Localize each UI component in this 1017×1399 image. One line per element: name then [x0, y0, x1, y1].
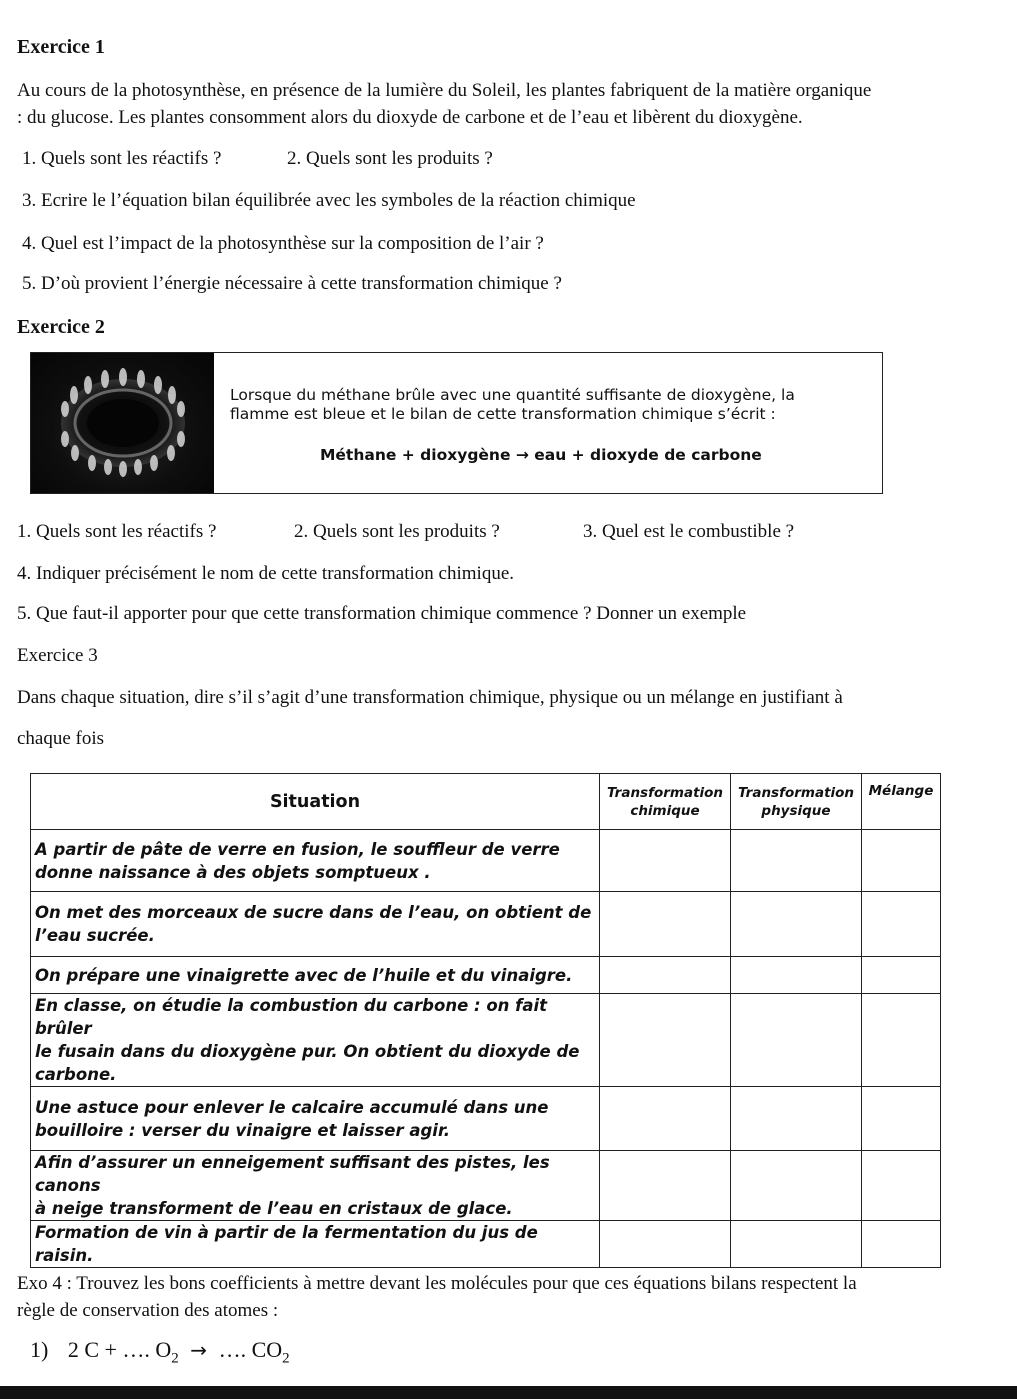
ex2-question-4: 4. Indiquer précisément le nom de cette transformation chimique.: [17, 563, 514, 584]
answer-cell-mixture[interactable]: [862, 892, 941, 957]
box-text-line2: flamme est bleue et le bilan de cette transformation chimique s’écrit :: [230, 405, 776, 423]
ex4-instruction-line2: règle de conservation des atomes :: [17, 1300, 279, 1321]
ex2-question-3: 3. Quel est le combustible ?: [583, 521, 795, 542]
situation-cell: [31, 957, 600, 994]
table-row: [31, 830, 941, 892]
answer-cell-physical[interactable]: [731, 1087, 862, 1151]
ex3-instruction-line1: Dans chaque situation, dire s’il s’agit d’une transformation chimique, physique ou un mélange en justifiant à: [17, 687, 843, 708]
gas-burner-flame-image: [31, 353, 214, 493]
answer-cell-mixture[interactable]: [862, 957, 941, 994]
situation-line: à neige transforment de l’eau en cristaux de glace.: [35, 1199, 513, 1218]
table-header-row: [31, 774, 941, 830]
table-row: [31, 994, 941, 1087]
table-row: [31, 1151, 941, 1221]
ex1-question-1: 1. Quels sont les réactifs ?: [22, 148, 222, 169]
ex2-question-2: 2. Quels sont les produits ?: [294, 521, 500, 542]
situation-line: Afin d’assurer un enneigement suffisant des pistes, les canons: [35, 1153, 550, 1195]
bottom-dark-strip: [0, 1386, 1017, 1399]
table-row: [31, 892, 941, 957]
answer-cell-chemical[interactable]: [600, 830, 731, 892]
header-phys-line1: Transformation: [737, 784, 855, 801]
answer-cell-mixture[interactable]: [862, 1087, 941, 1151]
situation-line: Formation de vin à partir de la fermentation du jus de raisin.: [35, 1223, 538, 1265]
ex4-instruction-line1: Exo 4 : Trouvez les bons coefficients à mettre devant les molécules pour que ces équations bilans respectent la: [17, 1273, 857, 1294]
ex1-question-2: 2. Quels sont les produits ?: [287, 148, 493, 169]
table-row: [31, 1087, 941, 1151]
answer-cell-mixture[interactable]: [862, 830, 941, 892]
situation-line: On prépare une vinaigrette avec de l’huile et du vinaigre.: [35, 965, 573, 985]
header-chemical-transformation: [600, 774, 731, 830]
situation-cell: [31, 892, 600, 957]
situation-line: En classe, on étudie la combustion du carbone : on fait brûler: [35, 996, 548, 1038]
equation-number: 1): [30, 1337, 49, 1362]
header-mixture: Mélange: [862, 774, 941, 830]
situations-table: [30, 773, 941, 1268]
answer-cell-mixture[interactable]: [862, 1221, 941, 1268]
situation-line: bouilloire : verser du vinaigre et laisser agir.: [35, 1120, 451, 1140]
ex1-intro-line1: Au cours de la photosynthèse, en présence de la lumière du Soleil, les plantes fabriquent de la matière organique: [17, 80, 872, 101]
situation-line: Une astuce pour enlever le calcaire accumulé dans une: [35, 1097, 549, 1117]
answer-cell-chemical[interactable]: [600, 1151, 731, 1221]
situation-line: On met des morceaux de sucre dans de l’eau, on obtient de: [35, 903, 592, 922]
answer-cell-chemical[interactable]: [600, 892, 731, 957]
header-chem-line2: chimique: [630, 802, 700, 819]
situation-cell: [31, 1151, 600, 1221]
situation-line: carbone.: [35, 1065, 117, 1084]
equation-right-side: …. CO: [218, 1337, 283, 1362]
situation-line: donne naissance à des objets somptueux .: [35, 862, 431, 882]
answer-cell-physical[interactable]: [731, 994, 862, 1087]
header-chem-line1: Transformation: [606, 784, 724, 801]
answer-cell-physical[interactable]: [731, 830, 862, 892]
exercise-1-title: Exercice 1: [17, 36, 105, 58]
table-row: [31, 1221, 941, 1268]
answer-cell-mixture[interactable]: [862, 994, 941, 1087]
reaction-arrow: →: [190, 1338, 208, 1362]
table-row: [31, 957, 941, 994]
answer-cell-mixture[interactable]: [862, 1151, 941, 1221]
header-physical-transformation: [731, 774, 862, 830]
answer-cell-physical[interactable]: [731, 1221, 862, 1268]
situation-line: A partir de pâte de verre en fusion, le souffleur de verre: [35, 839, 560, 859]
header-situation: Situation: [31, 774, 600, 830]
answer-cell-physical[interactable]: [731, 1151, 862, 1221]
methane-equation: Méthane + dioxygène → eau + dioxyde de carbone: [320, 446, 762, 464]
methane-info-box: [30, 352, 883, 494]
exercise-3-title: Exercice 3: [17, 645, 98, 666]
equation-left-side: 2 C + …. O: [67, 1337, 172, 1362]
ex2-question-1: 1. Quels sont les réactifs ?: [17, 521, 217, 542]
answer-cell-chemical[interactable]: [600, 994, 731, 1087]
exercise-2-title: Exercice 2: [17, 316, 105, 338]
situation-cell: [31, 1221, 600, 1268]
situation-line: le fusain dans du dioxygène pur. On obtient du dioxyde de: [35, 1042, 580, 1061]
answer-cell-chemical[interactable]: [600, 1087, 731, 1151]
situation-cell: [31, 1087, 600, 1151]
ex2-question-5: 5. Que faut-il apporter pour que cette transformation chimique commence ? Donner un exemple: [17, 603, 747, 624]
co2-subscript: 2: [282, 1350, 290, 1367]
answer-cell-physical[interactable]: [731, 957, 862, 994]
o2-subscript: 2: [171, 1350, 179, 1367]
situation-cell: [31, 994, 600, 1087]
box-text-line1: Lorsque du méthane brûle avec une quantité suffisante de dioxygène, la: [230, 386, 795, 404]
ex1-intro-line2: : du glucose. Les plantes consomment alors du dioxyde de carbone et de l’eau et libèrent du dioxygène.: [17, 107, 803, 128]
header-phys-line2: physique: [761, 802, 831, 819]
ex3-instruction-line2: chaque fois: [17, 728, 105, 749]
answer-cell-chemical[interactable]: [600, 957, 731, 994]
ex1-question-3: 3. Ecrire le l’équation bilan équilibrée avec les symboles de la réaction chimique: [22, 190, 636, 211]
answer-cell-chemical[interactable]: [600, 1221, 731, 1268]
ex1-question-4: 4. Quel est l’impact de la photosynthèse sur la composition de l’air ?: [22, 233, 544, 254]
ex1-question-5: 5. D’où provient l’énergie nécessaire à cette transformation chimique ?: [22, 273, 562, 294]
situation-cell: [31, 830, 600, 892]
situation-line: l’eau sucrée.: [35, 926, 155, 945]
answer-cell-physical[interactable]: [731, 892, 862, 957]
equation-1: [30, 1337, 290, 1367]
